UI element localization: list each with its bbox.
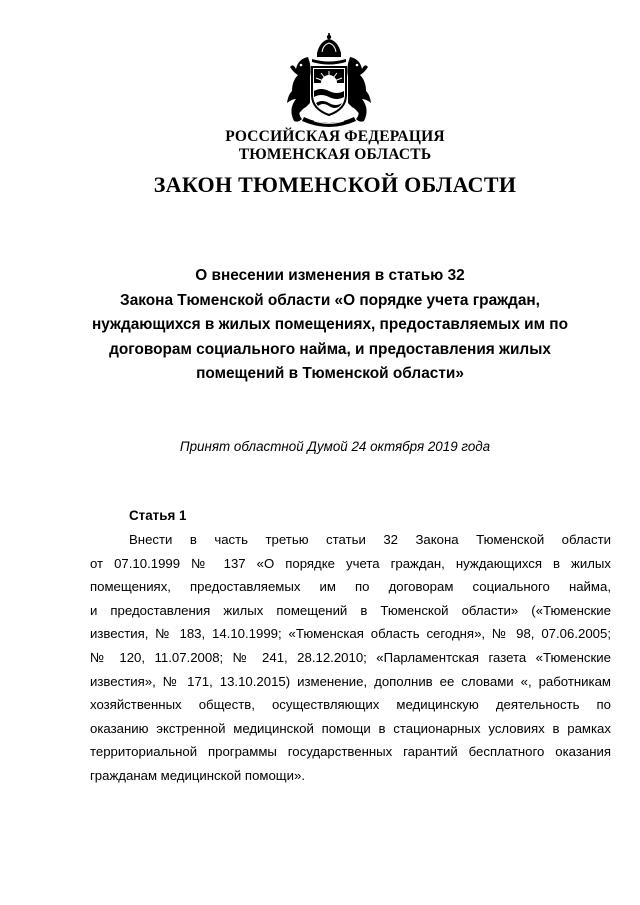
law-type-heading: ЗАКОН ТЮМЕНСКОЙ ОБЛАСТИ (153, 172, 517, 197)
coat-of-arms-icon (284, 33, 374, 131)
shield-icon (312, 67, 346, 115)
law-title-line: помещений в Тюменской области» (196, 365, 464, 383)
article-text-line: оказанию экстренной медицинской помощи в стационарных условиях в рамках (90, 720, 611, 736)
region-heading: ТЮМЕНСКАЯ ОБЛАСТЬ (238, 146, 432, 163)
law-title-line: договорам социального найма, и предоставления жилых (109, 340, 551, 358)
law-title (90, 264, 570, 387)
article-text-line: хозяйственных обществ, осуществляющих медицинскую деятельность по (90, 697, 611, 713)
article-text-line: Внести в часть третью статьи 32 Закона Тюменской области (129, 532, 611, 547)
law-title-line: нуждающихся в жилых помещениях, предоставляемых им по (91, 316, 568, 334)
article-heading: Статья 1 (129, 508, 187, 523)
law-title-line: О внесении изменения в статью 32 (195, 267, 465, 284)
adoption-note: Принят областной Думой 24 октября 2019 года (179, 439, 491, 454)
article-text-line: № 120, 11.07.2008; № 241, 28.12.2010; «Парламентская газета «Тюменские (90, 649, 611, 665)
article-body (90, 528, 611, 788)
article-text-line: известия», № 171, 13.10.2015) изменение, дополнив ее словами «, работникам (90, 673, 611, 689)
right-supporter-icon (347, 57, 371, 122)
law-title-line: Закона Тюменской области «О порядке учета граждан, (120, 291, 540, 309)
article-text-line: гражданам медицинской помощи». (90, 767, 306, 783)
article-text-line: от 07.10.1999 № 137 «О порядке учета граждан, нуждающихся в жилых (90, 555, 611, 571)
article-text-line: помещениях, предоставляемых им по договорам социального найма, (90, 579, 611, 595)
article-text-line: известия, № 183, 14.10.1999; «Тюменская область сегодня», № 98, 07.06.2005; (90, 626, 611, 642)
article-text-line: территориальной программы государственных гарантий бесплатного оказания (90, 744, 611, 760)
crown-icon (317, 33, 341, 57)
left-supporter-icon (287, 57, 311, 122)
article-text-line: и предоставления жилых помещений в Тюменской области» («Тюменские (90, 602, 611, 618)
federation-heading: РОССИЙСКАЯ ФЕДЕРАЦИЯ (225, 128, 445, 145)
